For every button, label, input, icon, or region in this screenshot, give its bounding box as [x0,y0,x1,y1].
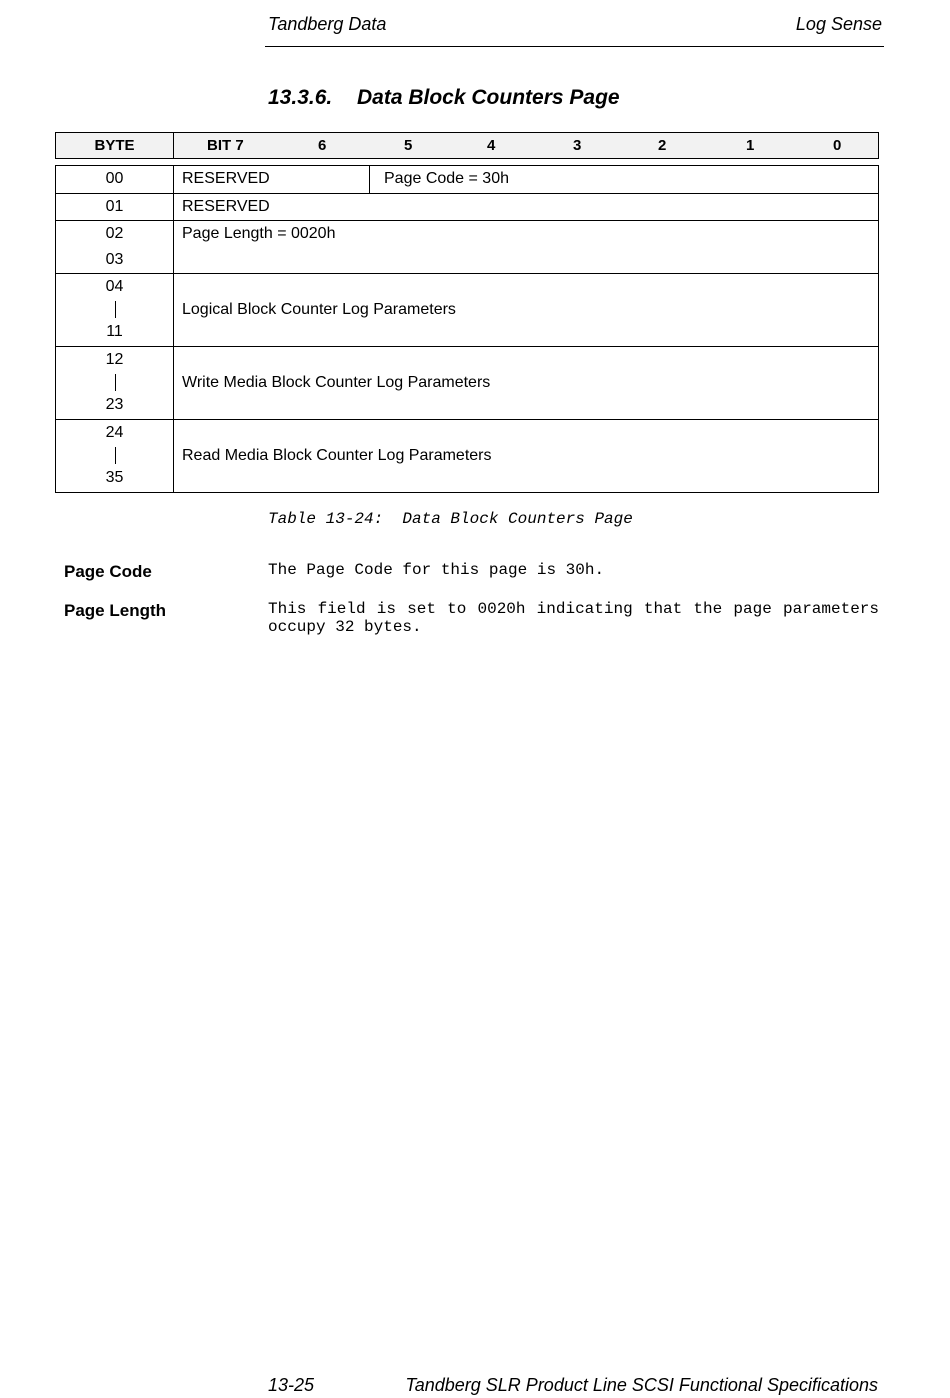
reserved-field: RESERVED [182,198,270,215]
table-row [56,419,878,492]
table-row [56,273,878,346]
data-block-counters-table [55,165,879,493]
byte-end: 35 [105,469,124,486]
byte-cell [56,420,174,492]
section-number: 13.3.6. [268,86,333,109]
table-row [56,193,878,220]
bit-header-row [55,132,879,159]
byte-cell: 00 [56,166,174,193]
field-divider [369,166,370,193]
byte-cell: 01 [56,194,174,220]
field-description-page-code: The Page Code for this page is 30h. [268,561,605,579]
table-row [56,220,878,273]
field-term-page-code: Page Code [64,562,152,581]
read-media-counter-field: Read Media Block Counter Log Parameters [182,447,492,464]
bit-5-header: 5 [404,137,413,154]
bit-7-header: BIT 7 [207,137,244,154]
document-title: Tandberg SLR Product Line SCSI Functional Specifications [405,1375,878,1395]
range-bar [115,447,116,464]
byte-start: 12 [105,351,124,368]
byte-end: 11 [106,323,123,340]
byte-column-header: BYTE [56,133,174,158]
range-bar [115,374,116,391]
field-term-page-length: Page Length [64,601,167,620]
bit-3-header: 3 [573,137,582,154]
byte-cell [56,347,174,419]
write-media-counter-field: Write Media Block Counter Log Parameters [182,374,491,391]
bit-0-header: 0 [833,137,842,154]
page-length-field: Page Length = 0020h [182,225,336,242]
field-description-page-length: This field is set to 0020h indicating that the page parameters occupy 32 bytes. [268,600,879,636]
table-row [56,166,878,193]
section-heading: Data Block Counters Page [357,86,620,109]
logical-block-counter-field: Logical Block Counter Log Parameters [182,301,456,318]
table-caption: Table 13-24: Data Block Counters Page [268,510,633,528]
table-row [56,346,878,419]
header-chapter: Log Sense [795,14,882,34]
byte-cell [56,274,174,346]
byte-start: 04 [105,278,124,295]
page-number: 13-25 [268,1375,315,1395]
section-title [268,86,620,110]
reserved-field: RESERVED [182,170,270,187]
bit-4-header: 4 [487,137,496,154]
page-code-field: Page Code = 30h [384,170,509,187]
byte-end: 03 [105,251,124,268]
range-bar [115,301,116,318]
byte-start: 02 [105,225,124,242]
byte-end: 23 [105,396,124,413]
byte-cell [56,221,174,273]
byte-start: 24 [105,424,124,441]
bit-2-header: 2 [658,137,667,154]
bit-1-header: 1 [746,137,755,154]
page-header [265,12,884,47]
bit-6-header: 6 [318,137,327,154]
header-company: Tandberg Data [268,14,387,34]
